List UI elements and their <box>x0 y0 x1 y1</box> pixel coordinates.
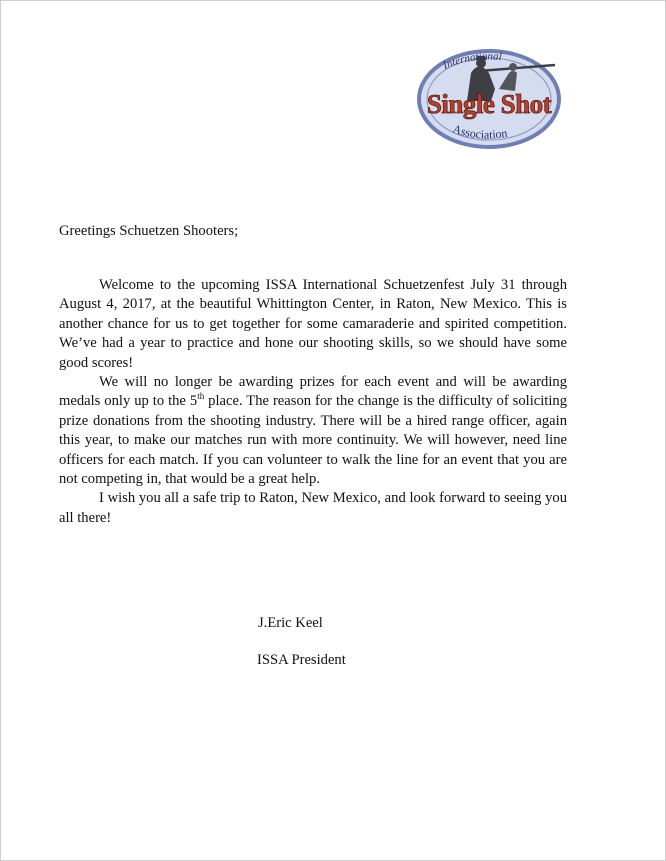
logo-bottom-text: Association <box>451 121 509 142</box>
paragraph-prizes <box>59 373 567 489</box>
logo-top-text: International <box>441 50 503 72</box>
paragraph-welcome: Welcome to the upcoming ISSA International Schuetzenfest July 31 through August 4, 2017, at the beautiful Whittington Center, in Raton, New Mexico. This is another chance for us to get together for some camaraderie and spirited competition. We’ve had a year to practice and hone our shooting skills, so we should have some good scores! <box>59 277 567 371</box>
ordinal-superscript: th <box>197 391 205 402</box>
paragraph-closing: I wish you all a safe trip to Raton, New Mexico, and look forward to seeing you all there! <box>59 490 567 526</box>
logo-main-text: Single Shot <box>426 89 552 119</box>
signature-name: J.Eric Keel <box>258 615 323 631</box>
signature-title: ISSA President <box>257 652 346 668</box>
letter-body <box>59 276 567 528</box>
greeting: Greetings Schuetzen Shooters; <box>59 223 239 239</box>
paragraph-prizes-text-a: We will no longer be awarding prizes for each event and will be awarding medals only up to the 5 <box>59 374 567 410</box>
issa-logo <box>415 43 563 151</box>
paragraph-prizes-text-b: place. The reason for the change is the difficulty of soliciting prize donations from the shooting industry. There will be a hired range officer, again this year, to make our matches run with more continuity. We will however, need line officers for each match. If you can volunteer to walk the line for an event that you are not competing in, that would be a great help. <box>59 393 568 488</box>
